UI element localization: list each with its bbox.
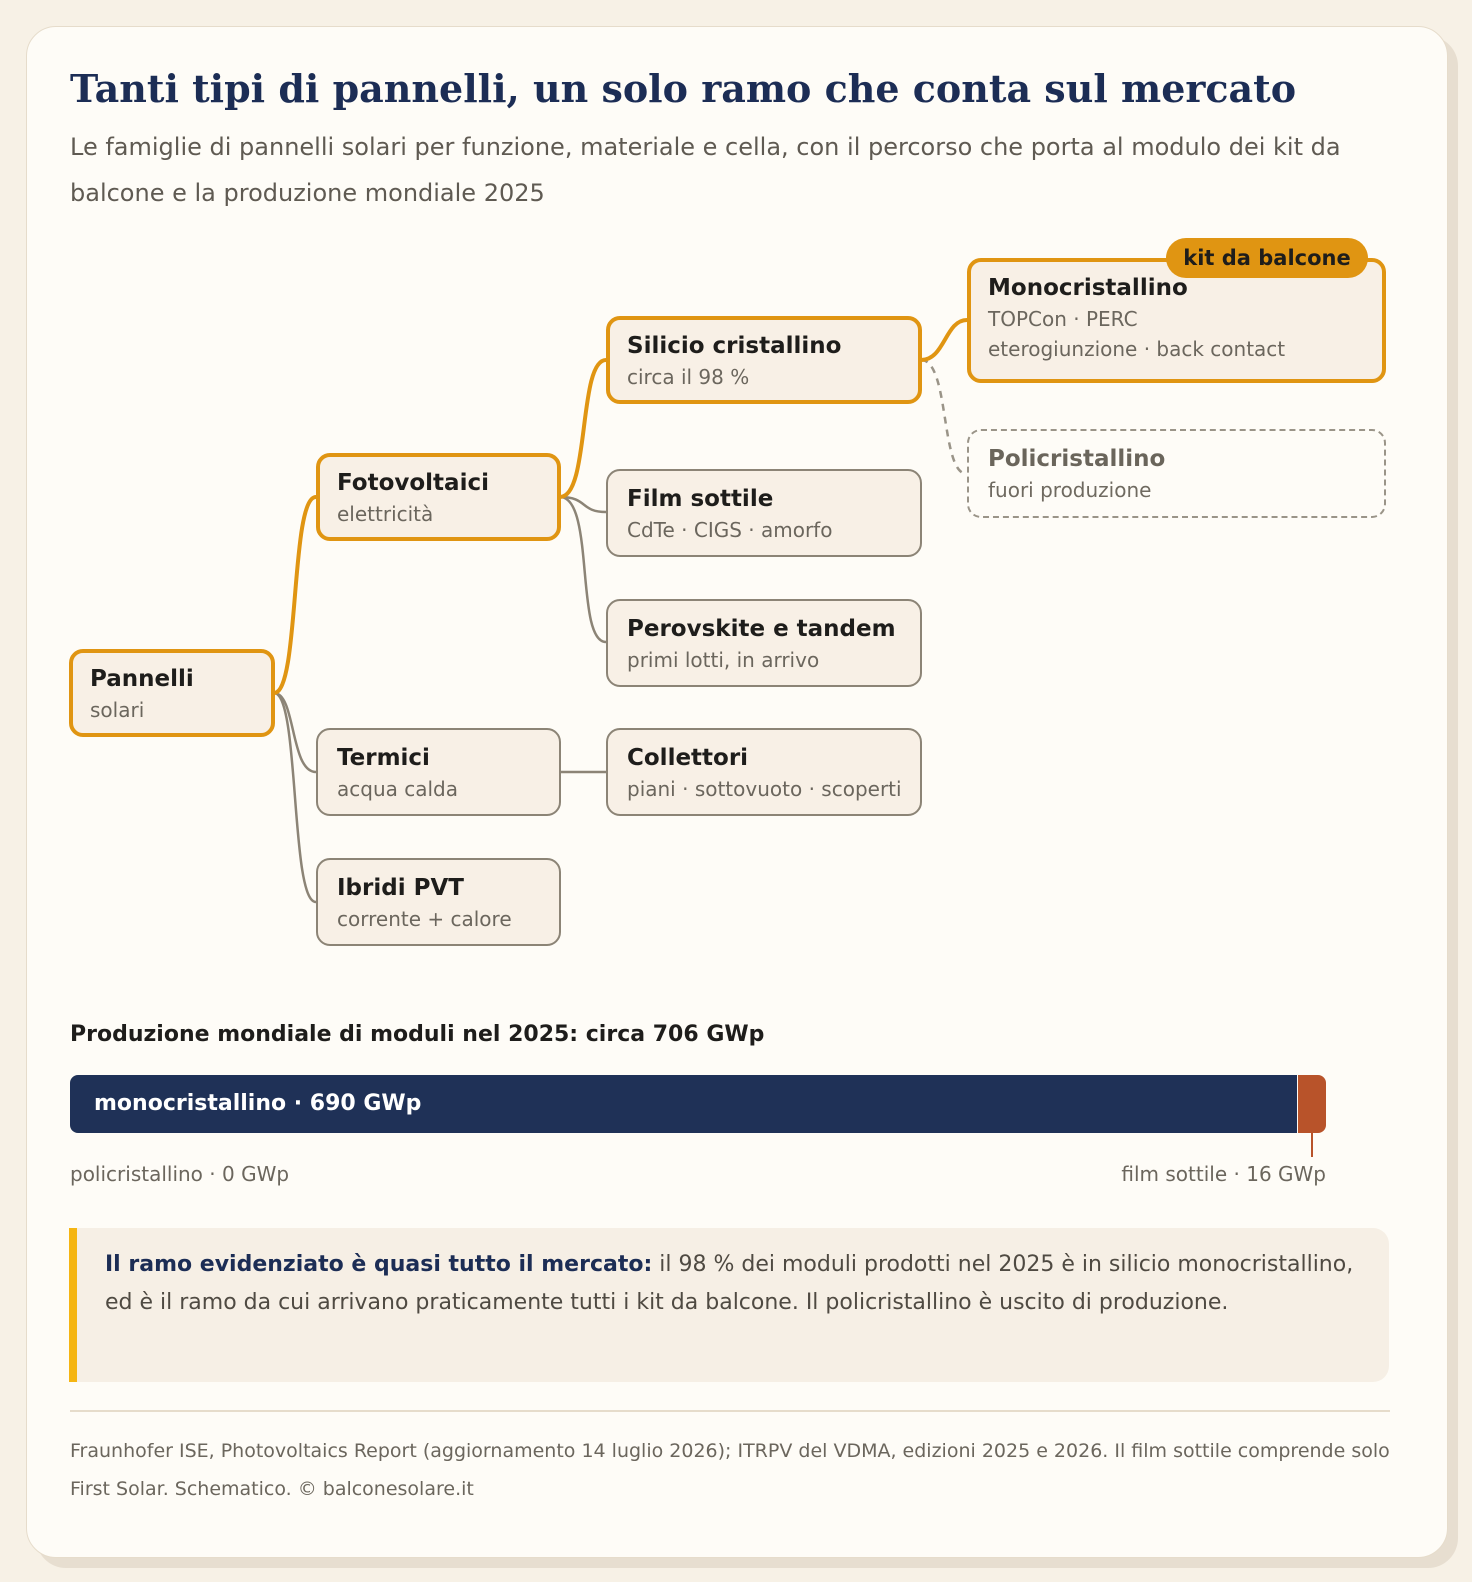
tick-film-sottile <box>1311 1133 1313 1157</box>
node-subtitle: CdTe · CIGS · amorfo <box>627 518 833 542</box>
node-policristallino <box>967 429 1386 518</box>
node-title: Policristallino <box>988 446 1166 472</box>
callout-lead: Il ramo evidenziato è quasi tutto il mercato: <box>105 1252 653 1277</box>
node-subtitle: acqua calda <box>337 777 458 801</box>
bar-segment-monocristallino <box>70 1075 1297 1133</box>
node-subtitle: elettricità <box>337 502 434 526</box>
edge-root-ibridi <box>274 693 316 902</box>
bar-label-monocristallino: monocristallino · 690 GWp <box>94 1091 422 1116</box>
page-title: Tanti tipi di pannelli, un solo ramo che conta sul mercato <box>70 66 1297 111</box>
edge-fotovoltaici-perovskite <box>560 497 606 642</box>
edge-root-fotovoltaici <box>274 497 316 693</box>
node-title: Termici <box>337 745 430 771</box>
label-film-sottile: film sottile · 16 GWp <box>1121 1162 1326 1186</box>
node-title: Collettori <box>627 745 749 771</box>
node-title: Monocristallino <box>988 275 1188 301</box>
node-film-sottile <box>606 469 922 557</box>
node-subtitle: primi lotti, in arrivo <box>627 648 820 672</box>
page-subtitle: Le famiglie di pannelli solari per funzione, materiale e cella, con il percorso che porta al modulo dei kit da balcone e la produzione mondiale 2025 <box>70 133 1341 207</box>
node-subtitle: eterogiunzione · back contact <box>988 337 1286 361</box>
node-title: Perovskite e tandem <box>627 616 896 642</box>
node-collettori <box>606 728 922 816</box>
node-subtitle: circa il 98 % <box>627 365 750 389</box>
node-subtitle: fuori produzione <box>988 478 1152 502</box>
node-title: Pannelli <box>90 666 194 692</box>
node-subtitle: piani · sottovuoto · scoperti <box>627 777 902 801</box>
divider <box>70 1410 1390 1412</box>
label-policristallino: policristallino · 0 GWp <box>70 1162 290 1186</box>
node-termici <box>316 728 561 816</box>
node-subtitle: TOPCon · PERC <box>988 307 1138 331</box>
node-silicio-cristallino <box>606 316 922 404</box>
node-title: Silicio cristallino <box>627 333 842 359</box>
node-title: Film sottile <box>627 486 774 512</box>
production-bar <box>70 1075 1326 1133</box>
node-subtitle: solari <box>90 698 145 722</box>
chart-title: Produzione mondiale di moduli nel 2025: circa 706 GWp <box>70 1022 765 1047</box>
bar-segment-film-sottile <box>1298 1075 1326 1133</box>
node-ibridi-pvt <box>316 858 561 946</box>
edge-silicio-mono <box>921 320 967 360</box>
edge-root-termici <box>274 693 316 772</box>
node-perovskite-tandem <box>606 599 922 687</box>
source-footer: Fraunhofer ISE, Photovoltaics Report (aggiornamento 14 luglio 2026); ITRPV del VDMA, edizioni 2025 e 2026. Il film sottile comprende solo First Solar. Schematico. © balconesolare.it <box>70 1440 1390 1500</box>
node-pannelli <box>69 649 275 737</box>
node-title: Fotovoltaici <box>337 470 489 496</box>
kit-da-balcone-badge: kit da balcone <box>1166 238 1368 278</box>
callout-box <box>69 1228 1389 1382</box>
edge-fotovoltaici-silicio <box>560 360 606 497</box>
edge-silicio-poli <box>921 360 967 474</box>
node-title: Ibridi PVT <box>337 875 464 901</box>
node-fotovoltaici <box>316 453 561 541</box>
callout-text: il 98 % dei moduli prodotti nel 2025 è in silicio monocristallino, ed è il ramo da cui arrivano praticamente tutti i kit da balcone. Il policristallino è uscito di produzione. <box>105 1252 1354 1315</box>
node-subtitle: corrente + calore <box>337 907 512 931</box>
